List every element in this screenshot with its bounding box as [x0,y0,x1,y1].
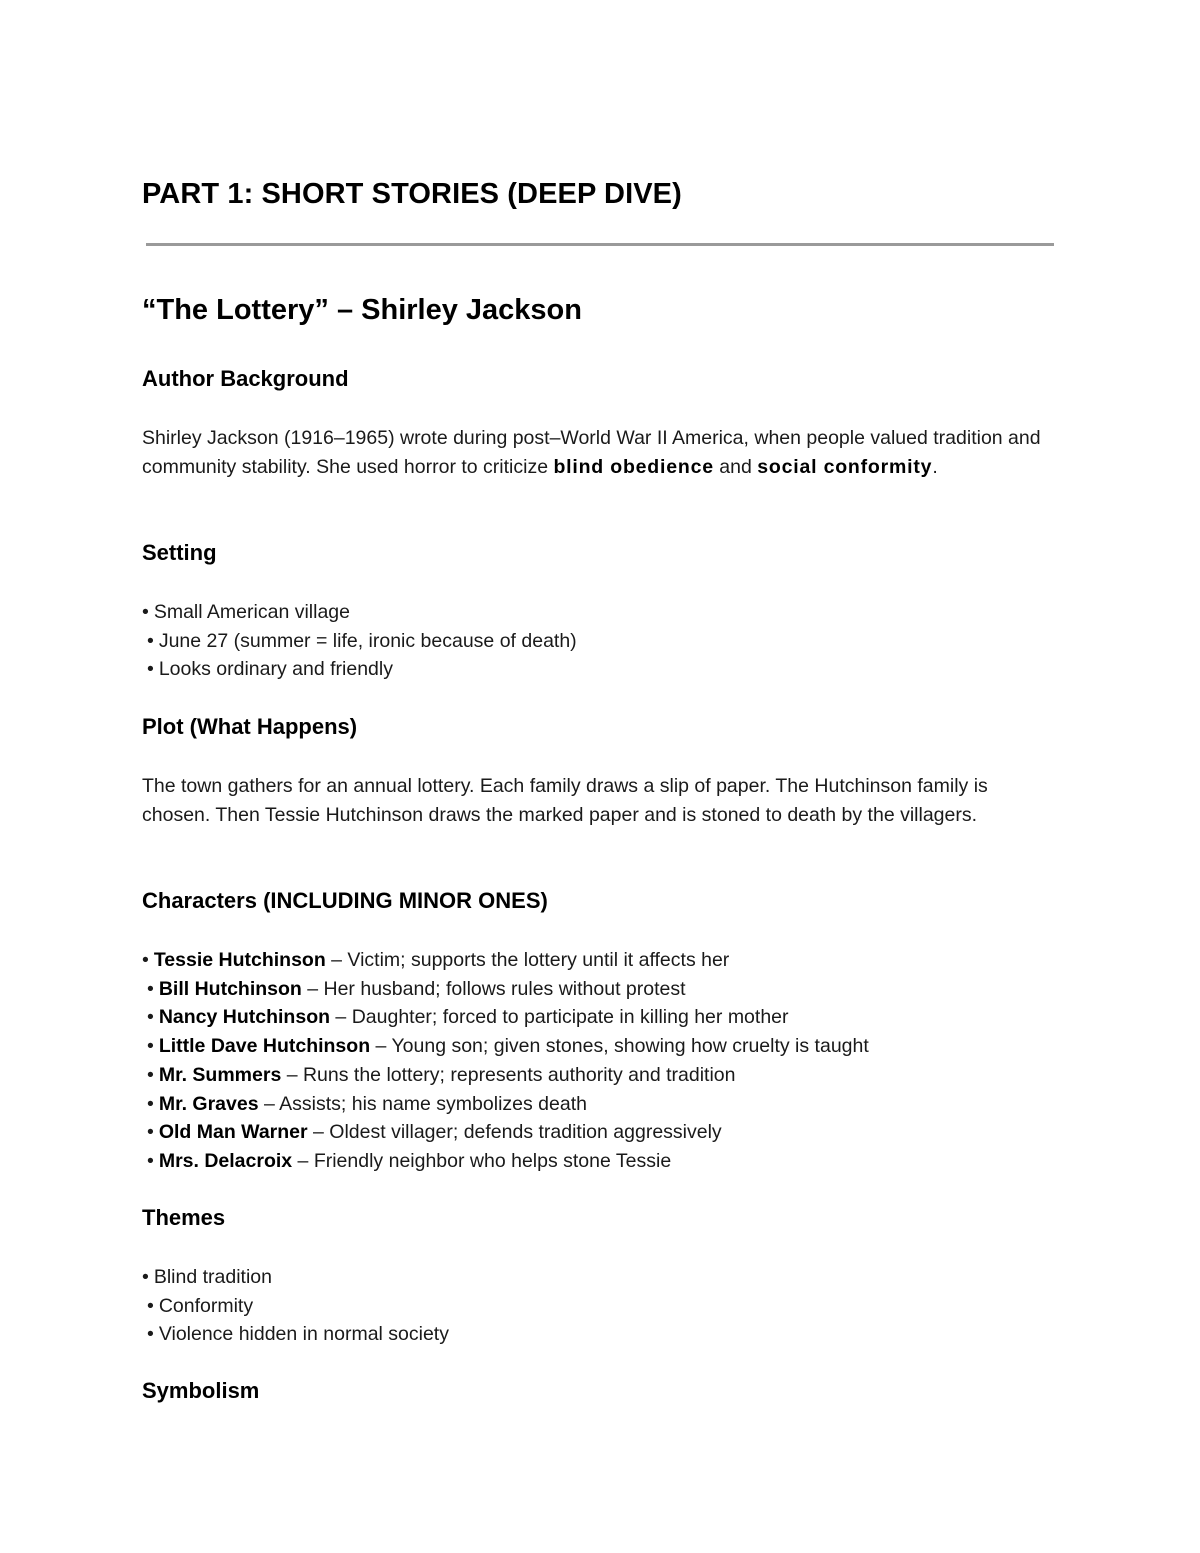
bullet-icon: • [147,1323,154,1346]
list-item [142,1061,869,1090]
setting-list [142,598,577,684]
character-name: Mr. Summers [158,1063,282,1086]
part-title: PART 1: SHORT STORIES (DEEP DIVE) [142,178,682,210]
list-item [142,1090,869,1119]
character-name: Tessie Hutchinson [153,949,326,971]
character-name: Old Man Warner [158,1121,308,1144]
list-item: • Violence hidden in normal society [142,1320,449,1349]
character-name: Nancy Hutchinson [158,1006,331,1029]
character-desc: – Oldest villager; defends tradition aggressively [307,1121,722,1144]
bullet-icon: • [147,1121,154,1144]
character-desc: – Runs the lottery; represents authority and tradition [281,1063,736,1086]
list-item [142,1003,869,1032]
list-item [142,1118,869,1147]
character-name: Little Dave Hutchinson [158,1035,371,1058]
character-desc: – Assists; his name symbolizes death [258,1092,587,1115]
bullet-icon: • [142,601,149,623]
character-desc: – Friendly neighbor who helps stone Tessie [292,1149,672,1172]
bullet-icon: • [147,658,154,681]
list-item [142,1147,869,1176]
character-desc: – Daughter; forced to participate in killing her mother [330,1006,789,1029]
emphasis-blind-obedience: blind obedience [553,455,714,478]
list-item: • Looks ordinary and friendly [142,655,577,684]
character-desc: – Her husband; follows rules without protest [301,977,686,1000]
author-background-heading: Author Background [142,366,349,391]
list-item: • Blind tradition [142,1263,449,1292]
bullet-icon: • [147,629,154,652]
plot-paragraph: The town gathers for an annual lottery. Each family draws a slip of paper. The Hutchinson family is chosen. Then Tessie Hutchinson draws the marked paper and is stoned to death by the villagers. [142,775,988,826]
bullet-icon: • [147,1035,154,1058]
bullet-icon: • [147,1006,154,1029]
author-background-text: Shirley Jackson (1916–1965) wrote during post–World War II America, when people valued tradition and community stability. She used horror to criticize [142,427,1041,478]
characters-heading: Characters (INCLUDING MINOR ONES) [142,888,548,913]
symbolism-heading: Symbolism [142,1378,260,1403]
bullet-icon: • [147,1092,154,1115]
list-item [142,975,869,1004]
list-item [142,1032,869,1061]
bullet-icon: • [147,1149,154,1172]
emphasis-social-conformity: social conformity [757,455,933,478]
themes-list [142,1263,449,1349]
author-background-text: and [713,455,758,478]
bullet-icon: • [142,1266,149,1288]
bullet-icon: • [147,977,154,1000]
bullet-icon: • [142,949,149,971]
themes-heading: Themes [142,1205,226,1230]
list-item [142,946,869,975]
author-background-text: . [932,455,938,478]
list-item: • Small American village [142,598,577,627]
bullet-icon: • [147,1063,154,1086]
list-item: • June 27 (summer = life, ironic because of death) [142,627,577,656]
characters-list [142,946,869,1176]
character-desc: – Young son; given stones, showing how cruelty is taught [370,1035,869,1058]
setting-heading: Setting [142,540,217,565]
list-item: • Conformity [142,1292,449,1321]
bullet-icon: • [147,1294,154,1317]
horizontal-divider [146,243,1054,246]
character-desc: – Victim; supports the lottery until it affects her [325,949,730,971]
character-name: Bill Hutchinson [158,977,302,1000]
plot-heading: Plot (What Happens) [142,714,358,739]
story-title: “The Lottery” – Shirley Jackson [142,294,582,326]
character-name: Mr. Graves [158,1092,259,1115]
character-name: Mrs. Delacroix [158,1149,293,1172]
author-background-paragraph [142,424,1057,481]
